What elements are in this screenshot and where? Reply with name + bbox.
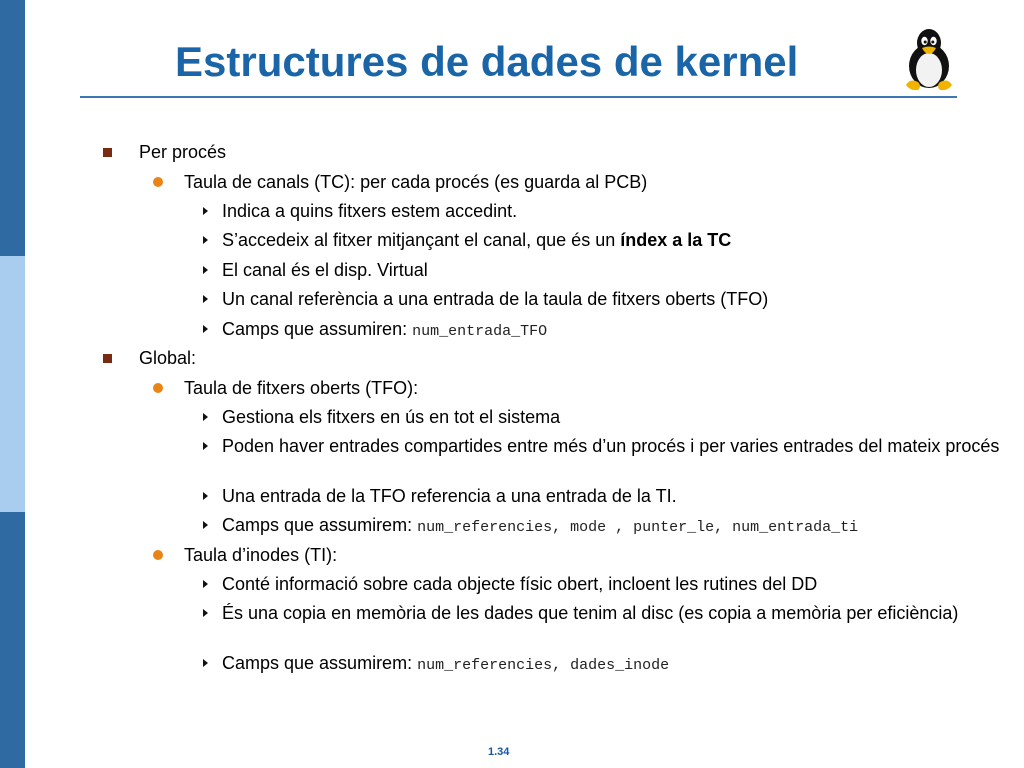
list-item-per-proces: Per procés — [139, 142, 227, 162]
arrow-bullet — [203, 492, 208, 500]
arrow-bullet — [203, 325, 208, 333]
list-item-saccedeix — [222, 230, 731, 250]
list-item-conte: Conté informació sobre cada objecte físic obert, incloent les rutines del DD — [222, 574, 818, 594]
list-item-es-copia: És una copia en memòria de les dades que tenim al disc (es copia a memòria per eficiència) — [222, 603, 959, 623]
list-item-taula-ti: Taula d’inodes (TI): — [184, 545, 338, 565]
list-item-taula-tfo: Taula de fitxers oberts (TFO): — [184, 378, 419, 398]
list-item-global: Global: — [139, 348, 197, 368]
arrow-bullet — [203, 659, 208, 667]
list-item-taula-canals: Taula de canals (TC): per cada procés (es guarda al PCB) — [184, 172, 648, 192]
circle-bullet — [153, 177, 163, 187]
camps-tfo-label: Camps que assumirem: — [222, 515, 418, 535]
list-item-camps-tfo — [222, 515, 858, 538]
list-item-gestiona: Gestiona els fitxers en ús en tot el sistema — [222, 407, 561, 427]
list-item-una-entrada: Una entrada de la TFO referencia a una entrada de la TI. — [222, 486, 677, 506]
camps-tc-code: num_entrada_TFO — [412, 323, 548, 340]
saccedeix-bold-text: índex a la TC — [620, 230, 732, 250]
list-item-camps-ti — [222, 653, 669, 676]
circle-bullet — [153, 383, 163, 393]
arrow-bullet — [203, 609, 208, 617]
circle-bullet — [153, 550, 163, 560]
list-item-camps-tc — [222, 319, 547, 342]
list-item-indica: Indica a quins fitxers estem accedint. — [222, 201, 518, 221]
camps-tc-label: Camps que assumiren: — [222, 319, 413, 339]
list-item-canal-ref: Un canal referència a una entrada de la taula de fitxers oberts (TFO) — [222, 289, 769, 309]
camps-ti-label: Camps que assumirem: — [222, 653, 418, 673]
arrow-bullet — [203, 295, 208, 303]
slide-title: Estructures de dades de kernel — [175, 38, 799, 85]
arrow-bullet — [203, 266, 208, 274]
arrow-bullet — [203, 442, 208, 450]
arrow-bullet — [203, 521, 208, 529]
arrow-bullet — [203, 413, 208, 421]
arrow-bullet — [203, 207, 208, 215]
list-item-canal-disp: El canal és el disp. Virtual — [222, 260, 428, 280]
arrow-bullet — [203, 236, 208, 244]
camps-tfo-code: num_referencies, mode , punter_le, num_entrada_ti — [417, 519, 859, 536]
square-bullet — [103, 148, 112, 157]
saccedeix-text: S’accedeix al fitxer mitjançant el canal, que és un — [222, 230, 621, 250]
list-item-poden: Poden haver entrades compartides entre més d’un procés i per varies entrades del mateix procés — [222, 436, 1000, 456]
camps-ti-code: num_referencies, dades_inode — [417, 657, 670, 674]
arrow-bullet — [203, 580, 208, 588]
page-number: 1.34 — [488, 746, 510, 758]
square-bullet — [103, 354, 112, 363]
